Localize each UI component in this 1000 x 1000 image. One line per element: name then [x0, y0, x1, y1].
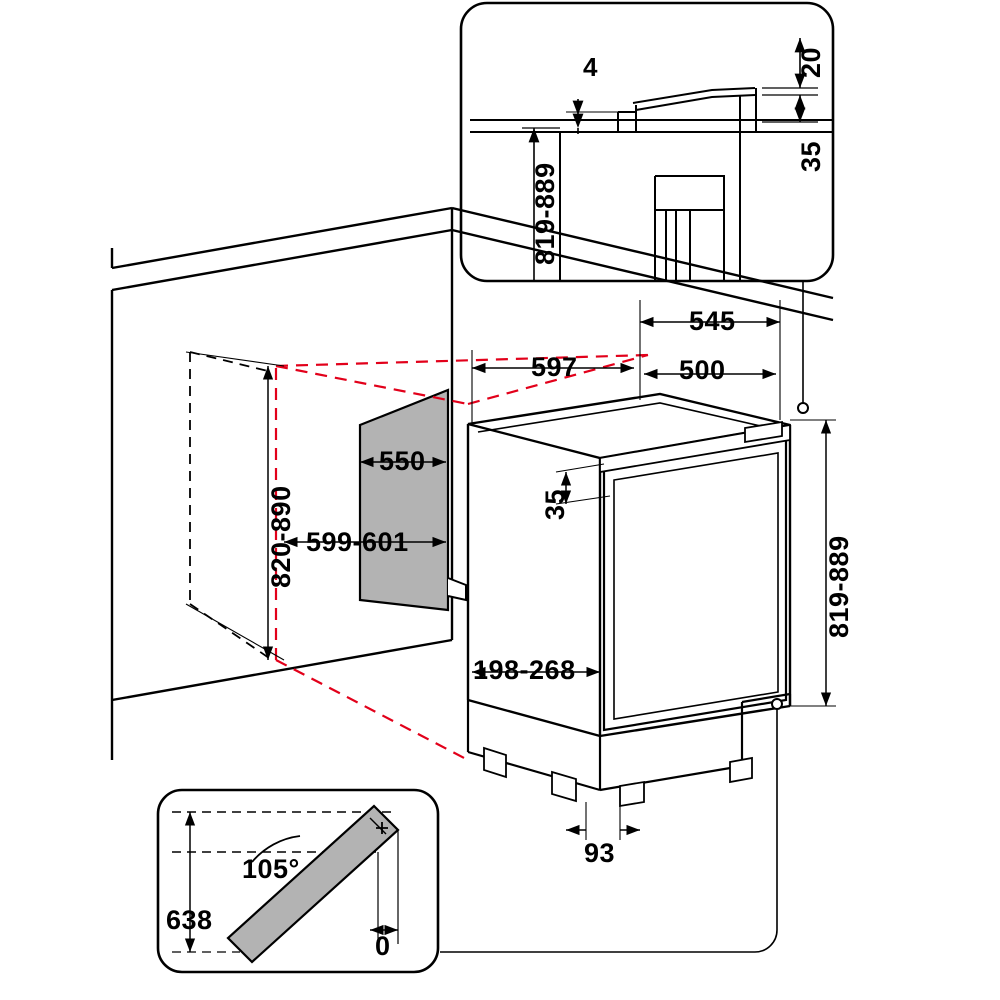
dim-label-105-deg: 105° — [242, 854, 300, 884]
top-detail-inset — [461, 3, 833, 281]
dim-label-35-door: 35 — [540, 488, 570, 520]
dim-label-500: 500 — [679, 355, 726, 385]
dim-label-820-890: 820-890 — [266, 485, 296, 588]
appliance-body — [468, 394, 790, 806]
dim-label-599-601: 599-601 — [306, 527, 409, 557]
dim-label-545: 545 — [689, 306, 736, 336]
dim-label-597: 597 — [531, 352, 578, 382]
dim-label-819-889-right: 819-889 — [824, 535, 854, 638]
dim-label-20: 20 — [796, 46, 826, 78]
dim-label-819-889-inset: 819-889 — [530, 162, 560, 265]
dim-label-0: 0 — [375, 931, 391, 961]
dim-label-93: 93 — [584, 838, 616, 868]
line-style-group — [112, 3, 836, 972]
niche-side-panel — [360, 390, 466, 610]
dim-label-550: 550 — [379, 446, 426, 476]
dim-label-198-268: 198-268 — [473, 655, 576, 685]
dim-label-638: 638 — [166, 905, 213, 935]
dim-label-35-top: 35 — [796, 140, 826, 172]
dim-label-4: 4 — [583, 52, 598, 82]
